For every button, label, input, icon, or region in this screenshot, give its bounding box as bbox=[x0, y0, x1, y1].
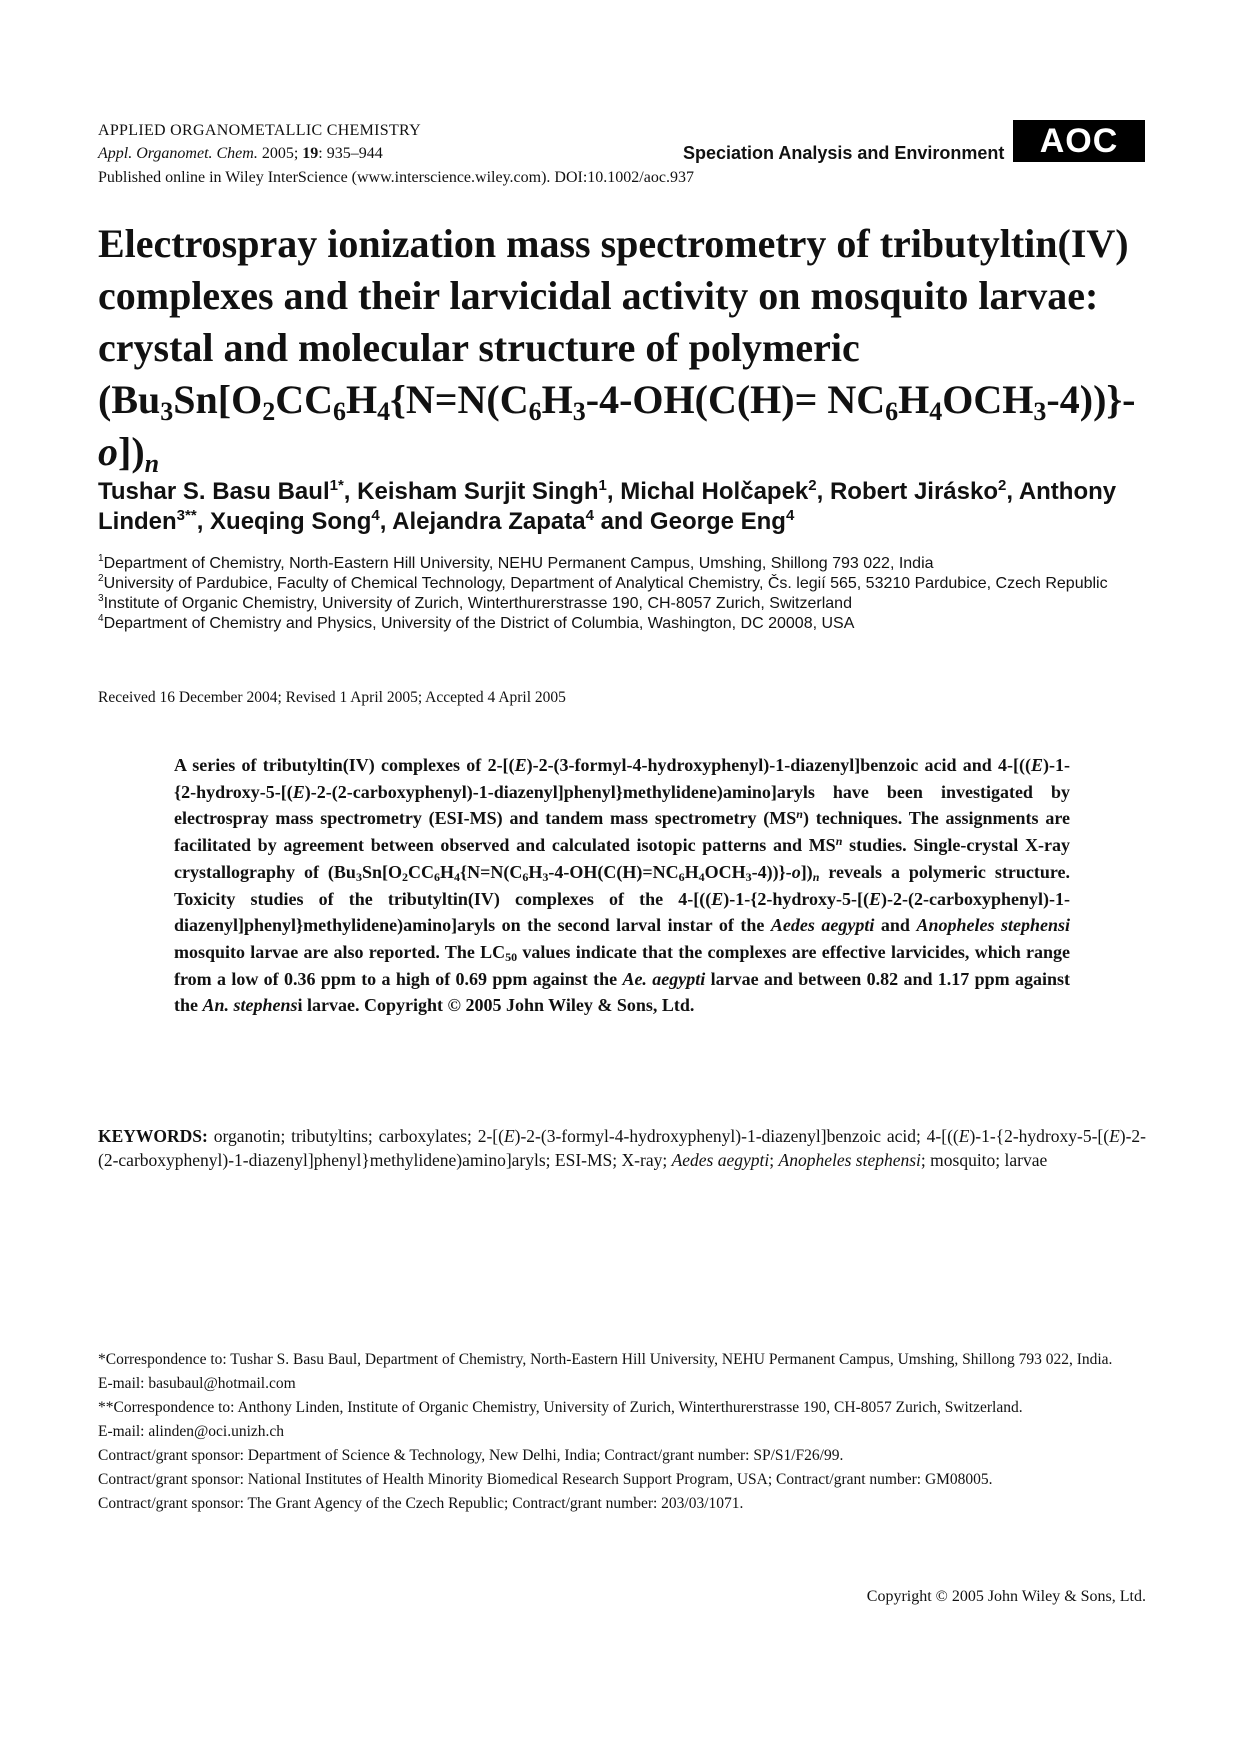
affiliation-item: $^2$University of Pardubice, Faculty of Chemical Technology, Department of Analytical Chemistry, Čs. legií 565, 53210 Pardubice, Czech Republic bbox=[98, 573, 1108, 592]
author-mark: 4 bbox=[585, 507, 594, 524]
grant-note: Contract/grant sponsor: The Grant Agency of the Czech Republic; Contract/grant number: 203/03/1071. bbox=[98, 1495, 744, 1512]
correspondence-note: **Correspondence to: Anthony Linden, Institute of Organic Chemistry, University of Zurich, Winterthurerstrasse 190, CH-8057 Zurich, Switzerland. bbox=[98, 1399, 1023, 1416]
section-label: Speciation Analysis and Environment bbox=[683, 143, 1005, 163]
journal-logo: AOC bbox=[1013, 120, 1145, 162]
citation-line bbox=[98, 145, 383, 163]
keywords-label: KEYWORDS: bbox=[98, 1126, 208, 1146]
grant-note: Contract/grant sponsor: Department of Science & Technology, New Delhi, India; Contract/grant number: SP/S1/F26/99. bbox=[98, 1447, 844, 1464]
author-name: Anthony Linden bbox=[98, 478, 1117, 535]
email-note: E-mail: alinden@oci.unizh.ch bbox=[98, 1423, 285, 1440]
citation-volume: 19 bbox=[302, 145, 319, 162]
author-mark: 4 bbox=[785, 507, 795, 524]
author-name: Tushar S. Basu Baul bbox=[98, 478, 330, 505]
author-mark: 1* bbox=[329, 477, 344, 494]
author-mark: 4 bbox=[371, 507, 380, 524]
author-name: Alejandra Zapata bbox=[392, 508, 586, 535]
email-note: E-mail: basubaul@hotmail.com bbox=[98, 1375, 296, 1392]
author-name: Robert Jirásko bbox=[829, 478, 999, 505]
author-mark: 2 bbox=[808, 477, 817, 494]
citation-pages: : 935–944 bbox=[318, 145, 383, 162]
abstract: A series of tributyltin(IV) complexes of 2-[(E)-2-(3-formyl-4-hydroxyphenyl)-1-diazenyl]benzoic acid and 4-[((E)-1-{2-hydroxy-5-[(E)-2-(2-carboxyphenyl)-1-diazenyl]phenyl}methylidene)amino]aryls have been investigated by electrospray mass spectrometry (ESI-MS) and tandem mass spectrometry $(MS^n)$ techniques. The assignments are facilitated by agreement between observed and calculated isotopic patterns and $MS^n$ studies. Single-crystal X-ray crystallography of $(Bu_3Sn[O_2CC_6H_4\{N=N(C_6H_3-4-OH(C(H)=NC_6H_4OCH_3-4))\}-o])_n$ reveals a polymeric structure. Toxicity studies of the tributyltin(IV) complexes of the 4-[((E)-1-{2-hydroxy-5-[(E)-2-(2-carboxyphenyl)-1-diazenyl]phenyl}methylidene)amino]aryls on the second larval instar of the Aedes aegypti and Anopheles stephensi mosquito larvae are also reported. The $LC_{50}$ values indicate that the complexes are effective larvicides, which range from a low of 0.36 ppm to a high of 0.69 ppm against the Ae. aegypti larvae and between 0.82 and 1.17 ppm against the An. stephensi larvae. Copyright © 2005 John Wiley & Sons, Ltd. bbox=[174, 755, 1071, 1016]
citation-year: 2005; bbox=[257, 145, 303, 162]
author-name: Keisham Surjit Singh bbox=[357, 478, 599, 505]
author-name: Michal Holčapek bbox=[620, 478, 809, 505]
affiliation-item: $^4$Department of Chemistry and Physics, University of the District of Columbia, Washington, DC 20008, USA bbox=[98, 613, 855, 632]
author-name: Xueqing Song bbox=[210, 508, 372, 535]
author-mark: 2 bbox=[998, 477, 1007, 494]
correspondence-note: *Correspondence to: Tushar S. Basu Baul, Department of Chemistry, North-Eastern Hill University, NEHU Permanent Campus, Umshing, Shillong 793 022, India. bbox=[98, 1351, 1113, 1368]
article-title: Electrospray ionization mass spectrometry of tributyltin(IV) complexes and their larvicidal activity on mosquito larvae: crystal and molecular structure of polymeric $(Bu_3Sn[O_2CC_6H_4\{N=N(C_6H_3-4-OH(C(H)= NC_6H_4OCH_3-4))\}-o])_n$ bbox=[98, 221, 1136, 478]
affiliation-item: $^1$Department of Chemistry, North-Eastern Hill University, NEHU Permanent Campus, Umshing, Shillong 793 022, India bbox=[98, 553, 934, 572]
footnotes bbox=[98, 1348, 1146, 1516]
affiliation-item: $^3$Institute of Organic Chemistry, University of Zurich, Winterthurerstrasse 190, CH-8057 Zurich, Switzerland bbox=[98, 593, 852, 612]
grant-note: Contract/grant sponsor: National Institutes of Health Minority Biomedical Research Support Program, USA; Contract/grant number: GM08005. bbox=[98, 1471, 993, 1488]
keywords: KEYWORDS: organotin; tributyltins; carboxylates; 2-[(E)-2-(3-formyl-4-hydroxyphenyl)-1-diazenyl]benzoic acid; 4-[((E)-1-{2-hydroxy-5-[(E)-2-(2-carboxyphenyl)-1-diazenyl]phenyl}methylidene)amino]aryls; ESI-MS; X-ray; Aedes aegypti; Anopheles stephensi; mosquito; larvae bbox=[98, 1126, 1146, 1170]
author-mark: 3** bbox=[176, 507, 197, 524]
article-history: Received 16 December 2004; Revised 1 April 2005; Accepted 4 April 2005 bbox=[98, 689, 566, 706]
author-name: George Eng bbox=[649, 508, 786, 535]
published-online: Published online in Wiley InterScience (www.interscience.wiley.com). DOI:10.1002/aoc.937 bbox=[98, 169, 694, 186]
journal-name: APPLIED ORGANOMETALLIC CHEMISTRY bbox=[98, 122, 421, 139]
affiliation-list bbox=[98, 554, 1158, 634]
author-list: Tushar S. Basu Baul$^{1*}$, Keisham Surjit Singh$^1$, Michal Holčapek$^2$, Robert Jirásko$^2$, Anthony Linden$^{3**}$, Xueqing Song$^4$, Alejandra Zapata$^4$ and George Eng$^4$ bbox=[98, 477, 1117, 535]
copyright-notice: Copyright © 2005 John Wiley & Sons, Ltd. bbox=[866, 1588, 1146, 1605]
author-mark: 1 bbox=[598, 477, 607, 494]
citation-journal: Appl. Organomet. Chem. bbox=[98, 145, 258, 162]
